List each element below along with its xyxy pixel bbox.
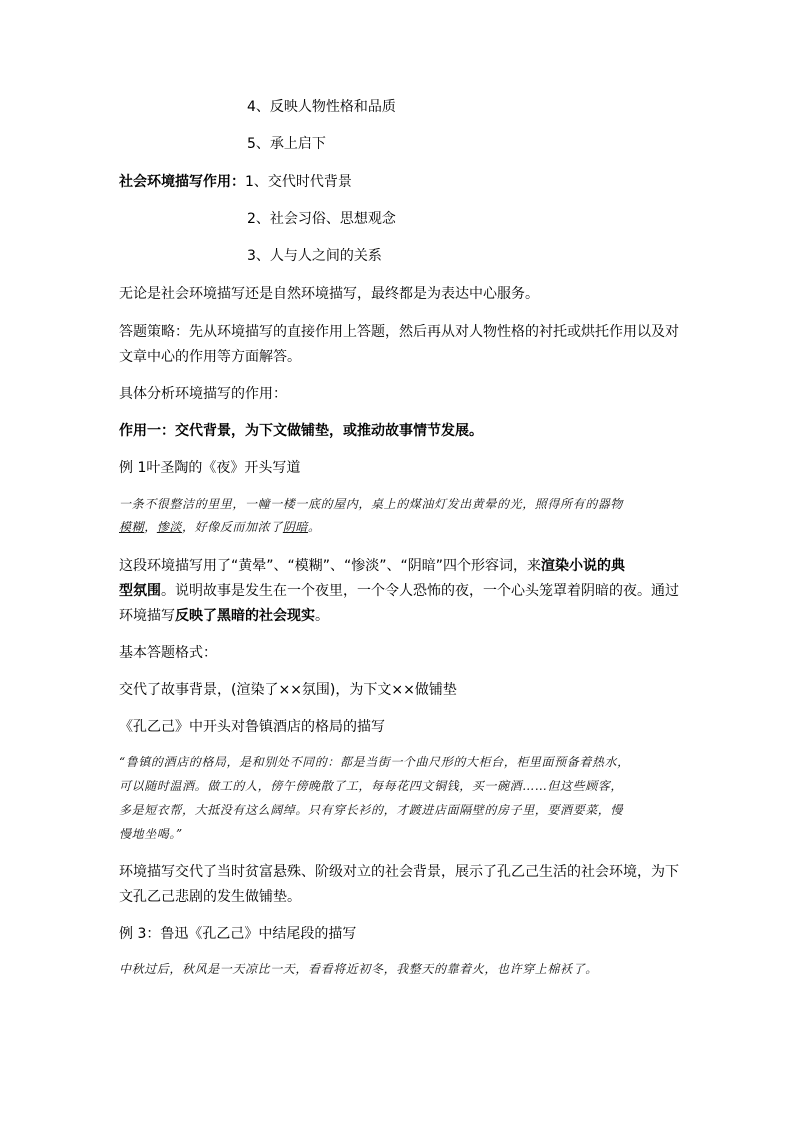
summary-paragraph: 无论是社会环境描写还是自然环境描写，最终都是为表达中心服务。	[119, 286, 539, 302]
social-env-item-3: 3、人与人之间的关系	[247, 248, 382, 264]
analysis-text: 这段环境描写用了“黄晕”、“模糊”、“惨淡”、“阴暗”四个形容词，来	[119, 558, 542, 574]
quote-word-anan: 阴暗	[282, 520, 309, 534]
example1-analysis-line-3	[119, 603, 679, 630]
example2-quote-line-4: 慢地坐喝。”	[119, 827, 183, 841]
example2-analysis-line-1: 环境描写交代了当时贫富悬殊、阶级对立的社会背景，展示了孔乙己生活的社会环境，为下	[119, 864, 679, 880]
analysis-heading: 具体分析环境描写的作用：	[119, 386, 287, 402]
example3-quote: 中秋过后，秋风是一天凉比一天，看看将近初冬，我整天的靠着火，也许穿上棉袄了。	[119, 962, 598, 976]
list-item-4: 4、反映人物性格和品质	[247, 99, 396, 115]
social-env-row	[119, 169, 679, 196]
example2-quote-line-2: 可以随时温酒。做工的人，傍午傍晚散了工，每每花四文铜钱，买一碗酒……但这些顾客，	[119, 779, 624, 793]
example1-quote-line-1: 一条不很整洁的里里，一幢一楼一底的屋内，桌上的煤油灯发出黄晕的光，照得所有的器物	[119, 497, 624, 511]
quote-text: ，好像反而加浓了	[182, 520, 283, 534]
example1-intro: 例 1叶圣陶的《夜》开头写道	[119, 460, 301, 476]
function1-heading: 作用一：交代背景，为下文做铺垫，或推动故事情节发展。	[119, 423, 483, 439]
analysis-emphasis: 反映了黑暗的社会现实	[175, 608, 315, 624]
example1-analysis-line-1	[119, 553, 679, 580]
example1-analysis-line-2	[119, 578, 679, 605]
list-item-5: 5、承上启下	[247, 136, 326, 152]
example2-quote-line-3: 多是短衣帮，大抵没有这么阔绰。只有穿长衫的，才踱进店面隔壁的房子里，要酒要菜，慢	[119, 803, 624, 817]
example2-analysis-line-2: 文孔乙己悲剧的发生做铺垫。	[119, 889, 301, 905]
format-template: 交代了故事背景，(渲染了××氛围)，为下文××做铺垫	[119, 682, 457, 698]
social-env-item-1: 1、交代时代背景	[245, 174, 352, 190]
quote-word-candan: 惨淡	[156, 520, 183, 534]
analysis-text: 环境描写	[119, 608, 175, 624]
social-env-label: 社会环境描写作用：	[119, 174, 245, 190]
example3-intro: 例 3：鲁迅《孔乙己》中结尾段的描写	[119, 926, 357, 942]
analysis-emphasis: 渲染小说的典	[541, 558, 626, 574]
analysis-emphasis: 型氛围	[119, 583, 161, 599]
quote-punct-end: 。	[308, 520, 321, 534]
strategy-line-1: 答题策略：先从环境描写的直接作用上答题，然后再从对人物性格的衬托或烘托作用以及对	[119, 324, 679, 340]
example2-quote-line-1: “鲁镇的酒店的格局，是和别处不同的：都是当街一个曲尺形的大柜台，柜里面预备着热水，	[119, 755, 630, 769]
strategy-line-2: 文章中心的作用等方面解答。	[119, 349, 301, 365]
format-heading: 基本答题格式：	[119, 645, 217, 661]
quote-punct: ，	[144, 520, 157, 534]
analysis-text: 。说明故事是发生在一个夜里，一个令人恐怖的夜，一个心头笼罩着阴暗的夜。通过	[161, 583, 679, 599]
quote-word-mohu: 模糊	[119, 520, 145, 534]
social-env-item-2: 2、社会习俗、思想观念	[247, 211, 396, 227]
example1-quote-line-2	[119, 515, 679, 539]
analysis-punct: 。	[315, 608, 329, 624]
example2-intro: 《孔乙己》中开头对鲁镇酒店的格局的描写	[119, 719, 385, 735]
